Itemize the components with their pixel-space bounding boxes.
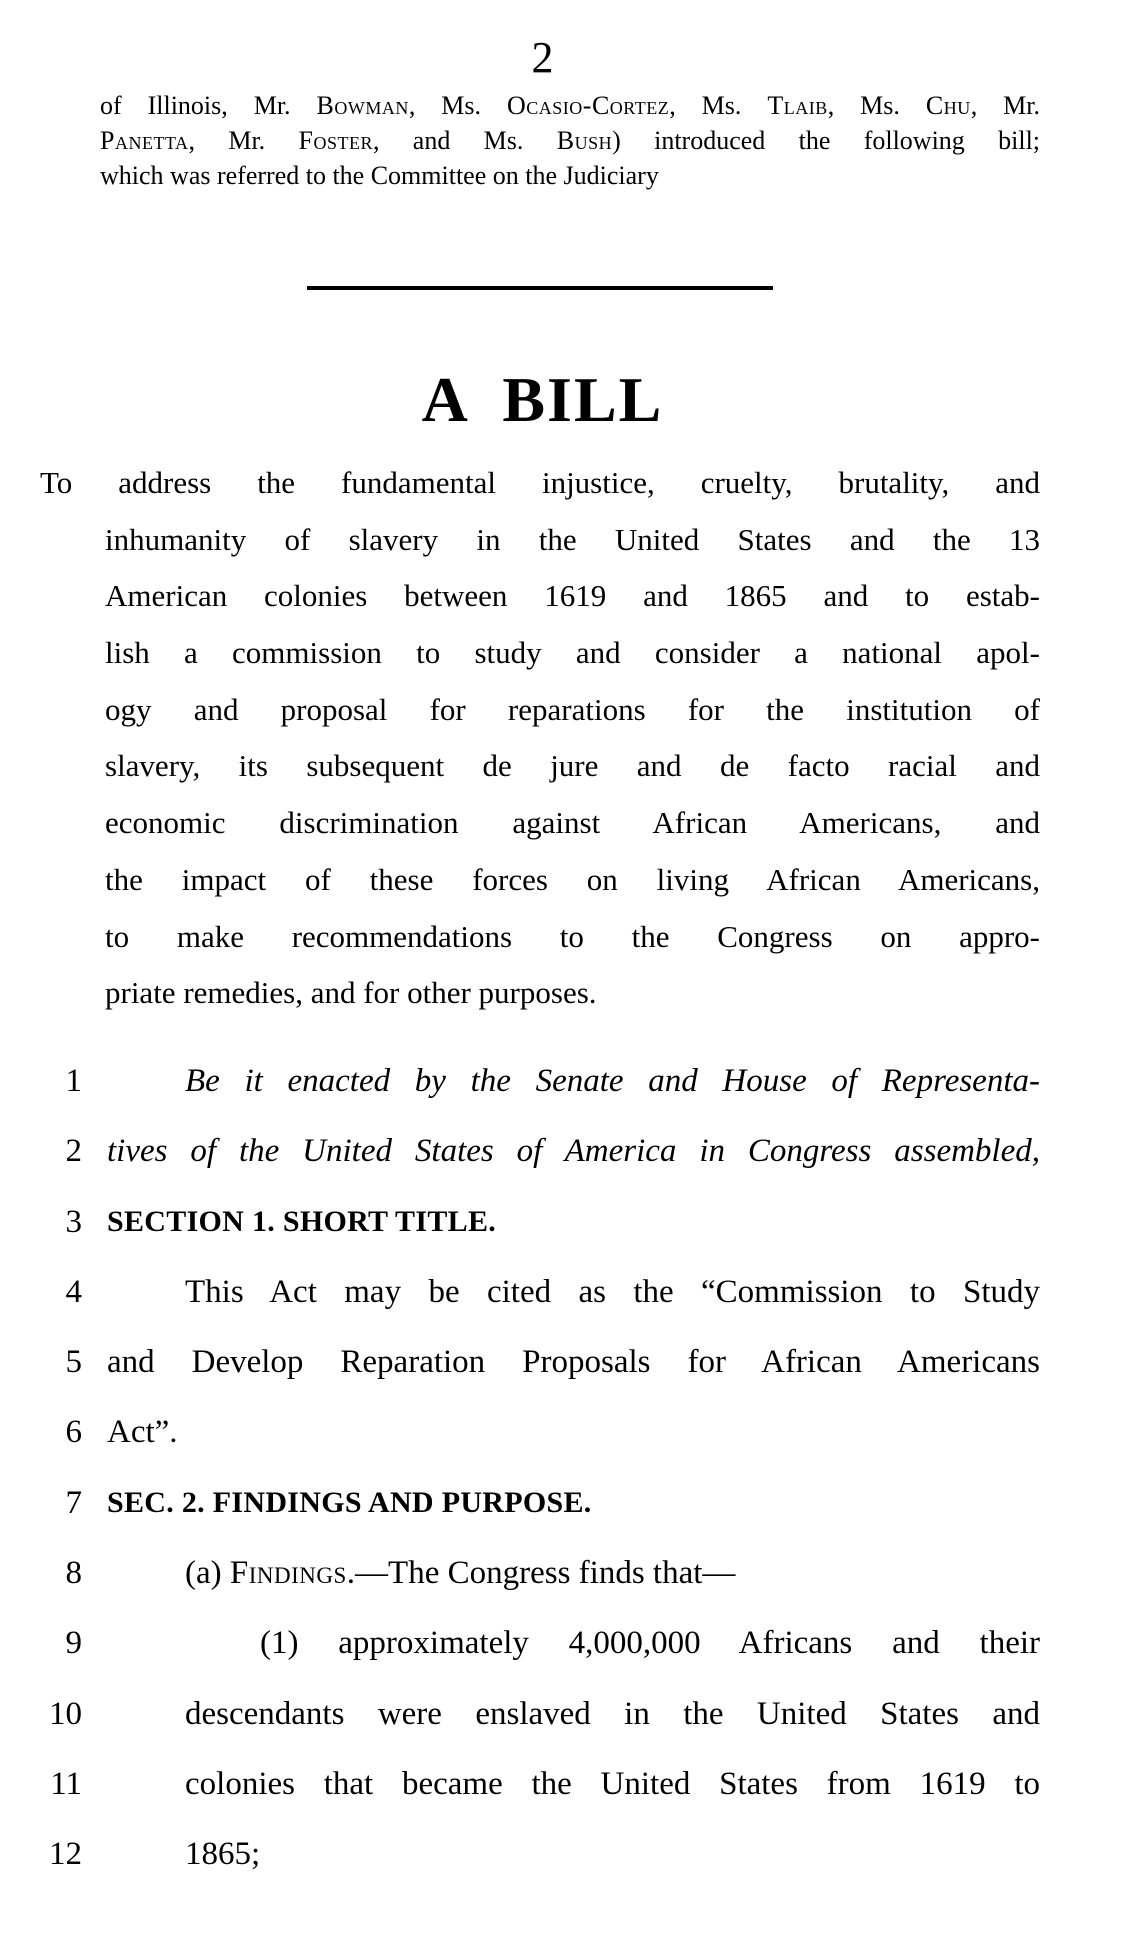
line-text: [107, 1608, 1040, 1678]
long-title-line: inhumanity of slavery in the United States and the 13: [105, 521, 1040, 557]
text-run: , and Ms.: [372, 126, 557, 155]
long-title-line: to make recommendations to the Congress on appro-: [105, 918, 1040, 954]
bill-heading: A BILL: [421, 364, 664, 435]
body-lines: [42, 1046, 1040, 1890]
body-line: [42, 1046, 1040, 1116]
body-line: [42, 1679, 1040, 1749]
text-run: This Act may be cited as the “Commission to Study: [185, 1273, 1040, 1310]
line-text: [107, 1046, 1040, 1116]
line-number: 2: [65, 1133, 82, 1170]
smallcaps-name: Panetta: [100, 126, 189, 155]
smallcaps-name: Bowman: [316, 91, 409, 120]
smallcaps-name: Tlaib: [767, 91, 828, 120]
long-title-line: To address the fundamental injustice, cruelty, brutality, and: [40, 465, 1040, 500]
line-text: [107, 1187, 1040, 1257]
text-run: descendants were enslaved in the United States and: [185, 1695, 1040, 1732]
text-run: 1865;: [185, 1836, 261, 1873]
text-run: , Ms.: [669, 91, 768, 120]
line-number: 10: [49, 1695, 82, 1732]
text-run: tives of the United States of America in Congress assembled,: [107, 1133, 1040, 1170]
text-run: Be it enacted by the Senate and House of Representa-: [185, 1063, 1040, 1099]
text-run: of Illinois, Mr.: [100, 91, 317, 120]
text-run: , Mr.: [188, 126, 299, 155]
line-number: 8: [65, 1555, 82, 1592]
text-run: (a): [185, 1555, 230, 1592]
body-line: [42, 1116, 1040, 1186]
line-number: 7: [65, 1484, 82, 1521]
text-run: , Ms.: [827, 91, 926, 120]
text-run: , Mr.: [970, 91, 1041, 120]
line-text: [107, 1327, 1040, 1397]
line-number: 9: [65, 1625, 82, 1662]
text-run: SEC. 2. FINDINGS AND PURPOSE.: [107, 1485, 592, 1519]
text-run: colonies that became the United States from 1619 to: [185, 1765, 1040, 1802]
line-text: [107, 1468, 1040, 1538]
intro-line: [100, 88, 1040, 123]
body-line: [42, 1327, 1040, 1397]
smallcaps-name: Findings: [229, 1555, 347, 1592]
body-line: [42, 1257, 1040, 1327]
text-run: Act”.: [107, 1414, 178, 1451]
long-title-line: economic discrimination against African Americans, and: [105, 805, 1040, 841]
body-line: [42, 1819, 1040, 1889]
text-run: (1) approximately 4,000,000 Africans and their: [260, 1625, 1040, 1662]
separator-rule: [307, 286, 773, 290]
intro-paragraph: [100, 88, 1040, 193]
smallcaps-name: Ocasio-Cortez: [507, 91, 670, 120]
line-text: [107, 1116, 1040, 1186]
line-number: 3: [65, 1203, 82, 1240]
line-text: [107, 1257, 1040, 1327]
text-run: which was referred to the Committee on the Judiciary: [100, 161, 659, 190]
text-run: .—The Congress finds that—: [346, 1555, 736, 1592]
long-title-line: priate remedies, and for other purposes.: [105, 975, 597, 1011]
long-title-line: ogy and proposal for reparations for the institution of: [105, 691, 1040, 727]
smallcaps-name: Foster: [298, 126, 373, 155]
line-number: 12: [49, 1836, 82, 1873]
intro-line: [100, 158, 1040, 193]
line-number: 1: [65, 1063, 82, 1099]
body-line: [42, 1187, 1040, 1257]
line-text: [107, 1679, 1040, 1749]
intro-line: [100, 123, 1040, 158]
page-number: 2: [531, 33, 554, 82]
line-text: [107, 1819, 1040, 1889]
long-title-line: slavery, its subsequent de jure and de facto racial and: [105, 748, 1040, 784]
line-text: [107, 1538, 1040, 1608]
line-text: [107, 1749, 1040, 1819]
line-number: 11: [50, 1765, 82, 1802]
text-run: , Ms.: [408, 91, 507, 120]
text-run: ) introduced the following bill;: [612, 126, 1041, 155]
smallcaps-name: Chu: [925, 91, 971, 120]
body-line: [42, 1397, 1040, 1467]
text-run: SECTION 1. SHORT TITLE.: [107, 1204, 497, 1238]
long-title-line: American colonies between 1619 and 1865 and to estab-: [105, 578, 1040, 614]
body-line: [42, 1749, 1040, 1819]
smallcaps-name: Bush: [556, 126, 613, 155]
text-run: and Develop Reparation Proposals for African Americans: [107, 1344, 1040, 1381]
body-line: [42, 1608, 1040, 1678]
body-line: [42, 1538, 1040, 1608]
line-number: 5: [65, 1344, 82, 1381]
long-title-line: the impact of these forces on living African Americans,: [105, 861, 1040, 897]
long-title: [40, 455, 1040, 1022]
long-title-line: lish a commission to study and consider a national apol-: [105, 635, 1040, 671]
line-number: 4: [65, 1273, 82, 1310]
body-line: [42, 1468, 1040, 1538]
line-number: 6: [65, 1414, 82, 1451]
line-text: [107, 1397, 1040, 1467]
